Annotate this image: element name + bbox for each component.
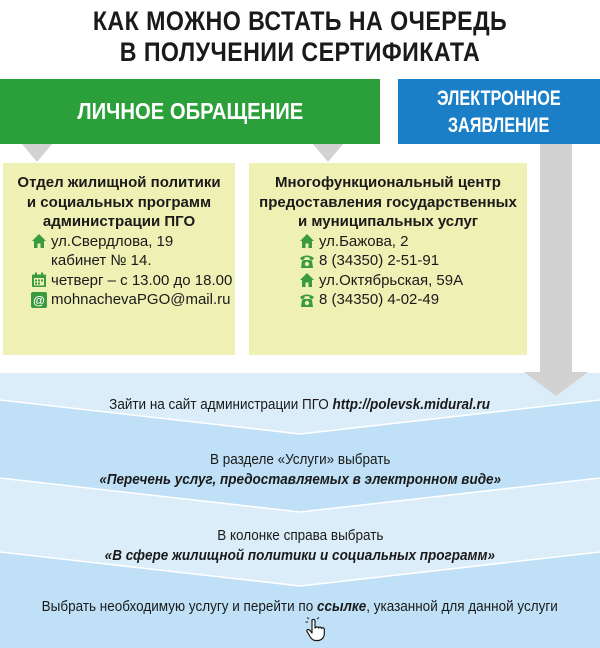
step-2 xyxy=(0,450,600,490)
hand-pointer-icon xyxy=(303,617,329,643)
title-line-1: КАК МОЖНО ВСТАТЬ НА ОЧЕРЕДЬ xyxy=(92,6,508,36)
step-3-text: В колонке справа выбрать xyxy=(216,527,384,544)
electronic-label-line-1: ЭЛЕКТРОННОЕ xyxy=(437,86,561,110)
step-1-text: Зайти на сайт администрации ПГО xyxy=(109,396,333,413)
card-right-heading-line-1: Многофункциональный центр xyxy=(275,174,501,191)
personal-appeal-label: ЛИЧНОЕ ОБРАЩЕНИЕ xyxy=(77,98,303,124)
card-left-email-text: mohnachevaPGO@mail.ru xyxy=(51,291,231,308)
card-left-heading-line-2: и социальных программ xyxy=(26,193,212,211)
step-4-text-before: Выбрать необходимую услугу и перейти по xyxy=(41,598,318,615)
svg-text:@: @ xyxy=(33,293,45,308)
card-left-room-text: кабинет № 14. xyxy=(51,252,152,269)
card-right-phone-1-text: 8 (34350) 2-51-91 xyxy=(319,252,440,269)
card-left-heading-line-3: администрации ПГО xyxy=(42,213,196,230)
step-4 xyxy=(0,597,600,617)
card-left-heading-line-1: Отдел жилищной политики xyxy=(17,174,221,191)
step-2-emphasis: «Перечень услуг, предоставляемых в электронном виде» xyxy=(99,471,501,488)
step-3 xyxy=(0,526,600,566)
step-3-emphasis: «В сфере жилищной политики и социальных программ» xyxy=(104,547,496,564)
card-right-heading-line-2: предоставления государственных xyxy=(259,193,517,211)
card-right-heading-line-3: и муниципальных услуг xyxy=(297,213,479,230)
card-left-address-text: ул.Свердлова, 19 xyxy=(51,232,174,250)
step-2-text: В разделе «Услуги» выбрать xyxy=(209,451,391,468)
title-line-2: В ПОЛУЧЕНИИ СЕРТИФИКАТА xyxy=(119,37,481,67)
card-right-phone-2-text: 8 (34350) 4-02-49 xyxy=(319,291,440,308)
card-left-schedule-text: четверг – с 13.00 до 18.00 xyxy=(51,271,233,289)
card-right-address-1-text: ул.Бажова, 2 xyxy=(319,232,409,250)
service-link[interactable]: ссылке xyxy=(317,598,367,615)
step-1 xyxy=(0,395,600,415)
step-4-text-after: , указанной для данной услуги xyxy=(366,598,559,615)
card-right-address-2-text: ул.Октябрьская, 59А xyxy=(319,271,464,289)
site-link[interactable]: http://polevsk.midural.ru xyxy=(332,396,491,413)
electronic-label-line-2: ЗАЯВЛЕНИЕ xyxy=(448,113,550,137)
